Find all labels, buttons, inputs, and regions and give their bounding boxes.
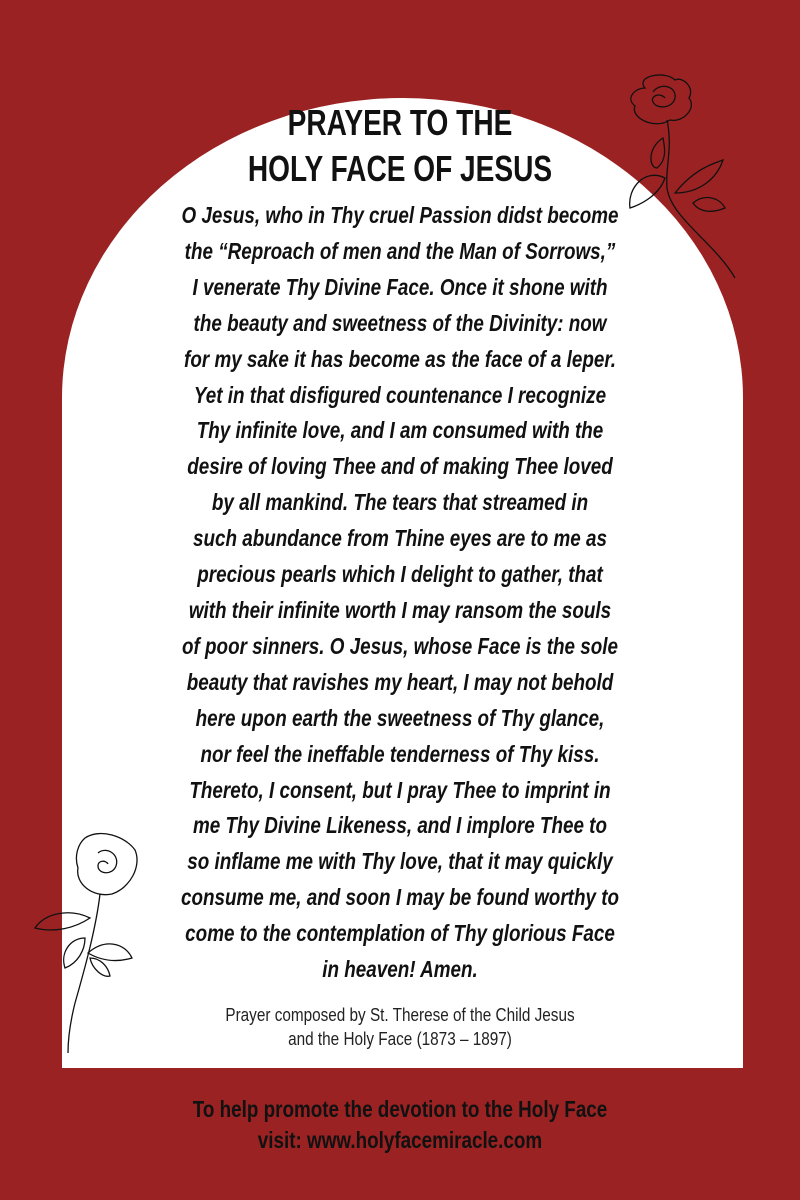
prayer-line: me Thy Divine Likeness, and I implore Thee to (193, 812, 607, 839)
title-line: PRAYER TO THE (287, 102, 513, 143)
prayer-line: Thereto, I consent, but I pray Thee to imprint in (189, 776, 611, 803)
prayer-line: O Jesus, who in Thy cruel Passion didst become (181, 202, 619, 228)
title-line: HOLY FACE OF JESUS (247, 148, 553, 189)
prayer-line: beauty that ravishes my heart, I may not behold (186, 668, 614, 695)
prayer-line: Yet in that disfigured countenance I recognize (193, 381, 607, 408)
prayer-line: of poor sinners. O Jesus, whose Face is the sole (181, 632, 619, 659)
prayer-line: by all mankind. The tears that streamed in (211, 489, 589, 516)
prayer-line: so inflame me with Thy love, that it may quickly (187, 848, 613, 875)
prayer-line: such abundance from Thine eyes are to me as (192, 525, 607, 552)
footer-link[interactable]: visit: www.holyfacemiracle.com (257, 1127, 543, 1153)
credit-text (145, 1003, 655, 1051)
prayer-line: for my sake it has become as the face of a leper. (184, 345, 616, 372)
footer-line: To help promote the devotion to the Holy Face (192, 1096, 608, 1122)
prayer-line: the “Reproach of men and the Man of Sorrows,” (184, 237, 616, 264)
prayer-text (113, 198, 687, 988)
prayer-line: I venerate Thy Divine Face. Once it shone with (192, 273, 608, 300)
prayer-line: the beauty and sweetness of the Divinity: now (193, 309, 607, 336)
page-title (166, 100, 634, 192)
prayer-line: here upon earth the sweetness of Thy glance, (195, 704, 605, 731)
credit-line: and the Holy Face (1873 – 1897) (288, 1029, 512, 1049)
footer-text (113, 1094, 687, 1156)
prayer-line: in heaven! Amen. (322, 956, 478, 983)
prayer-line: precious pearls which I delight to gather, that (197, 561, 603, 588)
credit-line: Prayer composed by St. Therese of the Child Jesus (225, 1005, 575, 1025)
prayer-line: with their infinite worth I may ransom the souls (188, 596, 612, 623)
prayer-line: desire of loving Thee and of making Thee loved (187, 453, 613, 480)
prayer-line: Thy infinite love, and I am consumed with the (196, 417, 604, 444)
prayer-line: come to the contemplation of Thy glorious Face (185, 920, 615, 947)
prayer-line: consume me, and soon I may be found worthy to (180, 884, 620, 911)
prayer-line: nor feel the ineffable tenderness of Thy kiss. (200, 740, 600, 767)
